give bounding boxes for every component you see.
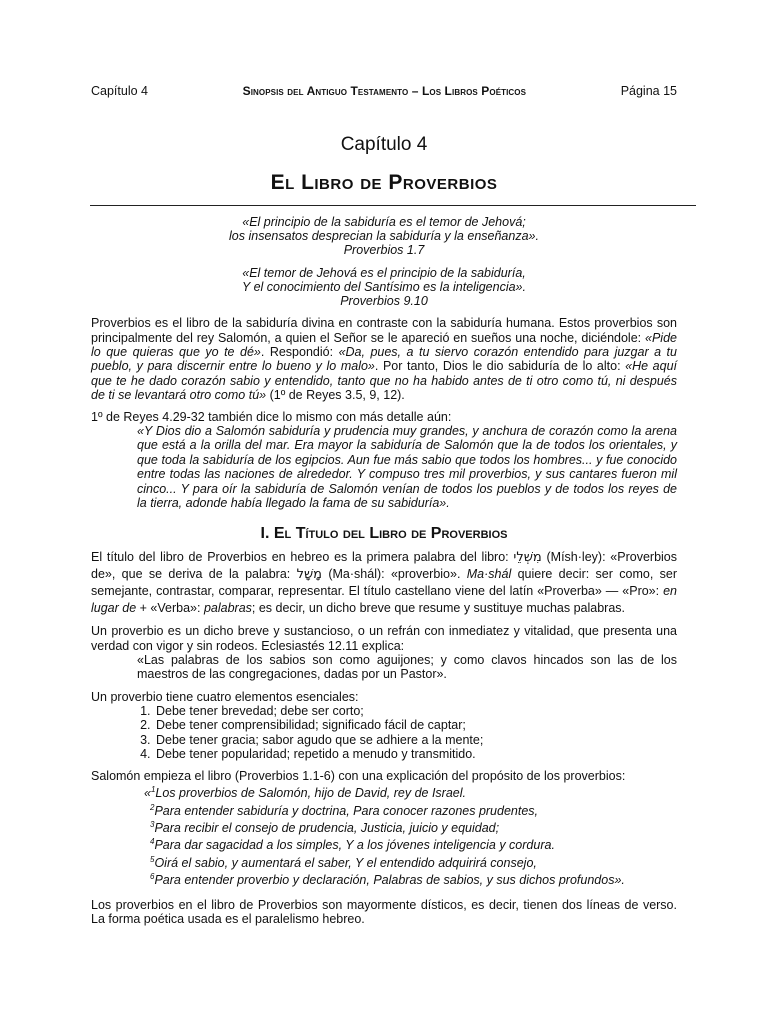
elements-list bbox=[91, 704, 677, 761]
list-item: 1. Debe tener brevedad; debe ser corto; bbox=[154, 704, 677, 718]
epigraph-line: Y el conocimiento del Santísimo es la inteligencia». bbox=[242, 279, 526, 294]
verse-number: 4 bbox=[150, 837, 155, 847]
section-heading: I. El Título del Libro de Proverbios bbox=[260, 524, 508, 542]
epigraph-reference: Proverbios 9.10 bbox=[340, 294, 428, 309]
title-paragraph bbox=[91, 549, 677, 617]
verse-line bbox=[150, 870, 677, 887]
verse-line bbox=[150, 801, 677, 818]
block-quote: «Y Dios dio a Salomón sabiduría y prudencia muy grandes, y anchura de corazón como la arena que está a la orilla del mar. Era mayor la sabiduría de Salomón que la de todos los orientales, y que toda la sabiduría de los egipcios. Aun fue más sabio que todos los hombres... y fue conocido entre todas las naciones de alrededor. Y compuso tres mil proverbios, y sus cantares fueron mil cinco... Y para oír la sabiduría de Salomón venían de todos los pueblos y de todos los reyes de la tierra, adonde había llegado la fama de su sabiduría». bbox=[137, 424, 677, 511]
elements-intro: Un proverbio tiene cuatro elementos esenciales: bbox=[91, 689, 359, 704]
verse-number: 2 bbox=[150, 802, 155, 812]
title-rule bbox=[90, 205, 696, 206]
text-run: (Mísh·ley): «Proverbios de», que se deriva de la palabra: bbox=[91, 549, 677, 581]
hebrew-word: מִשְׁלֵי bbox=[513, 549, 542, 565]
header-book-title: Sinopsis del Antiguo Testamento – Los Libros Poéticos bbox=[242, 84, 527, 98]
verse-number: 1 bbox=[150, 785, 156, 795]
verse-line bbox=[150, 818, 677, 835]
text-run: El título del libro de Proverbios en hebreo es la primera palabra del libro: bbox=[91, 549, 514, 564]
list-item: 3. Debe tener gracia; sabor agudo que se adhiere a la mente; bbox=[154, 733, 677, 747]
header-chapter: Capítulo 4 bbox=[91, 84, 148, 98]
hebrew-word: מָשָׁל bbox=[296, 566, 323, 582]
block-quote: «Las palabras de los sabios son como aguijones; y como clavos hincados son las de los maestros de las congregaciones, dadas por un Pastor». bbox=[137, 652, 677, 682]
verse-text: Para dar sagacidad a los simples, Y a los jóvenes inteligencia y cordura. bbox=[154, 838, 555, 853]
verse-block bbox=[144, 783, 677, 887]
closing-paragraph: Los proverbios en el libro de Proverbios son mayormente dísticos, es decir, tienen dos líneas de verso. La forma poética usada es el paralelismo hebreo. bbox=[91, 897, 677, 926]
chapter-number: Capítulo 4 bbox=[340, 134, 428, 155]
italic-term: en lugar de bbox=[91, 584, 677, 615]
verse-text: Para entender proverbio y declaración, Palabras de sabios, y sus dichos profundos». bbox=[154, 873, 625, 888]
text-run: (1º de Reyes 3.5, 9, 12). bbox=[266, 388, 405, 403]
verse-number: 6 bbox=[150, 872, 155, 882]
epigraph-line: «El temor de Jehová es el principio de la sabiduría, bbox=[242, 265, 526, 280]
text-run: + «Verba»: bbox=[136, 600, 204, 615]
list-item: 2. Debe tener comprensibilidad; significado fácil de captar; bbox=[154, 718, 677, 732]
epigraph-line: «El principio de la sabiduría es el temor de Jehová; bbox=[242, 215, 526, 229]
epigraph bbox=[91, 215, 677, 258]
text-run: (Ma·shál): «proverbio». bbox=[322, 566, 467, 581]
list-item: 4. Debe tener popularidad; repetido a menudo y transmitido. bbox=[154, 747, 677, 761]
purpose-intro: Salomón empieza el libro (Proverbios 1.1-6) con una explicación del propósito de los proverbios: bbox=[91, 768, 626, 783]
verse-line bbox=[150, 853, 677, 870]
verse-text: Los proverbios de Salomón, hijo de David, rey de Israel. bbox=[155, 786, 466, 801]
chapter-title: El Libro de Proverbios bbox=[270, 171, 498, 194]
epigraph-line: los insensatos desprecian la sabiduría y la enseñanza». bbox=[229, 229, 539, 244]
text-run: Proverbios es el libro de la sabiduría divina en contraste con la sabiduría humana. Estos proverbios son principalmente del rey Salomón, a quien el Señor se le apareció en sueños una noche, diciéndole: bbox=[91, 316, 677, 345]
quote-run: «Pide lo que quieras que yo te dé» bbox=[91, 330, 677, 360]
quote-run: «Da, pues, a tu siervo corazón entendido para juzgar a tu pueblo, y para discernir entre lo bueno y lo malo» bbox=[91, 345, 677, 374]
verse-text: Oirá el sabio, y aumentará el saber, Y el entendido adquirirá consejo, bbox=[154, 855, 537, 870]
verse-line bbox=[150, 835, 677, 852]
definition-paragraph: Un proverbio es un dicho breve y sustancioso, o un refrán con inmediatez y vitalidad, que presenta una verdad con vigor y sin rodeos. Eclesiastés 12.11 explica: bbox=[91, 624, 677, 653]
text-run: . Por tanto, Dios le dio sabiduría de lo alto: bbox=[374, 359, 626, 374]
quote-mark: « bbox=[144, 786, 151, 801]
italic-term: palabras bbox=[203, 600, 252, 615]
text-run: ; es decir, un dicho breve que resume y sustituye muchas palabras. bbox=[251, 600, 626, 615]
epigraph bbox=[91, 266, 677, 309]
epigraph-reference: Proverbios 1.7 bbox=[343, 243, 425, 258]
italic-term: Ma·shál bbox=[466, 566, 512, 581]
intro-paragraph bbox=[91, 316, 677, 402]
verse-text: Para entender sabiduría y doctrina, Para conocer razones prudentes, bbox=[154, 803, 539, 818]
intro-paragraph-2: 1º de Reyes 4.29-32 también dice lo mismo con más detalle aún: bbox=[91, 409, 452, 424]
quote-run: «He aquí que te he dado corazón sabio y entendido, tanto que no ha habido antes de ti otro como tú, ni después de ti se levantará otro como tú» bbox=[91, 359, 678, 403]
verse-number: 3 bbox=[150, 820, 155, 830]
text-run: quiere decir: ser como, ser semejante, contrastar, comparar, representar. El título castellano viene del latín «Proverba» — «Pro»: bbox=[91, 566, 677, 599]
verse-number: 5 bbox=[150, 854, 155, 864]
text-run: . Respondió: bbox=[260, 345, 339, 360]
verse-line bbox=[144, 783, 677, 800]
document-page bbox=[91, 84, 677, 926]
verse-text: Para recibir el consejo de prudencia, Justicia, juicio y equidad; bbox=[154, 821, 500, 836]
running-header bbox=[91, 84, 677, 102]
header-page-number: Página 15 bbox=[620, 84, 677, 98]
